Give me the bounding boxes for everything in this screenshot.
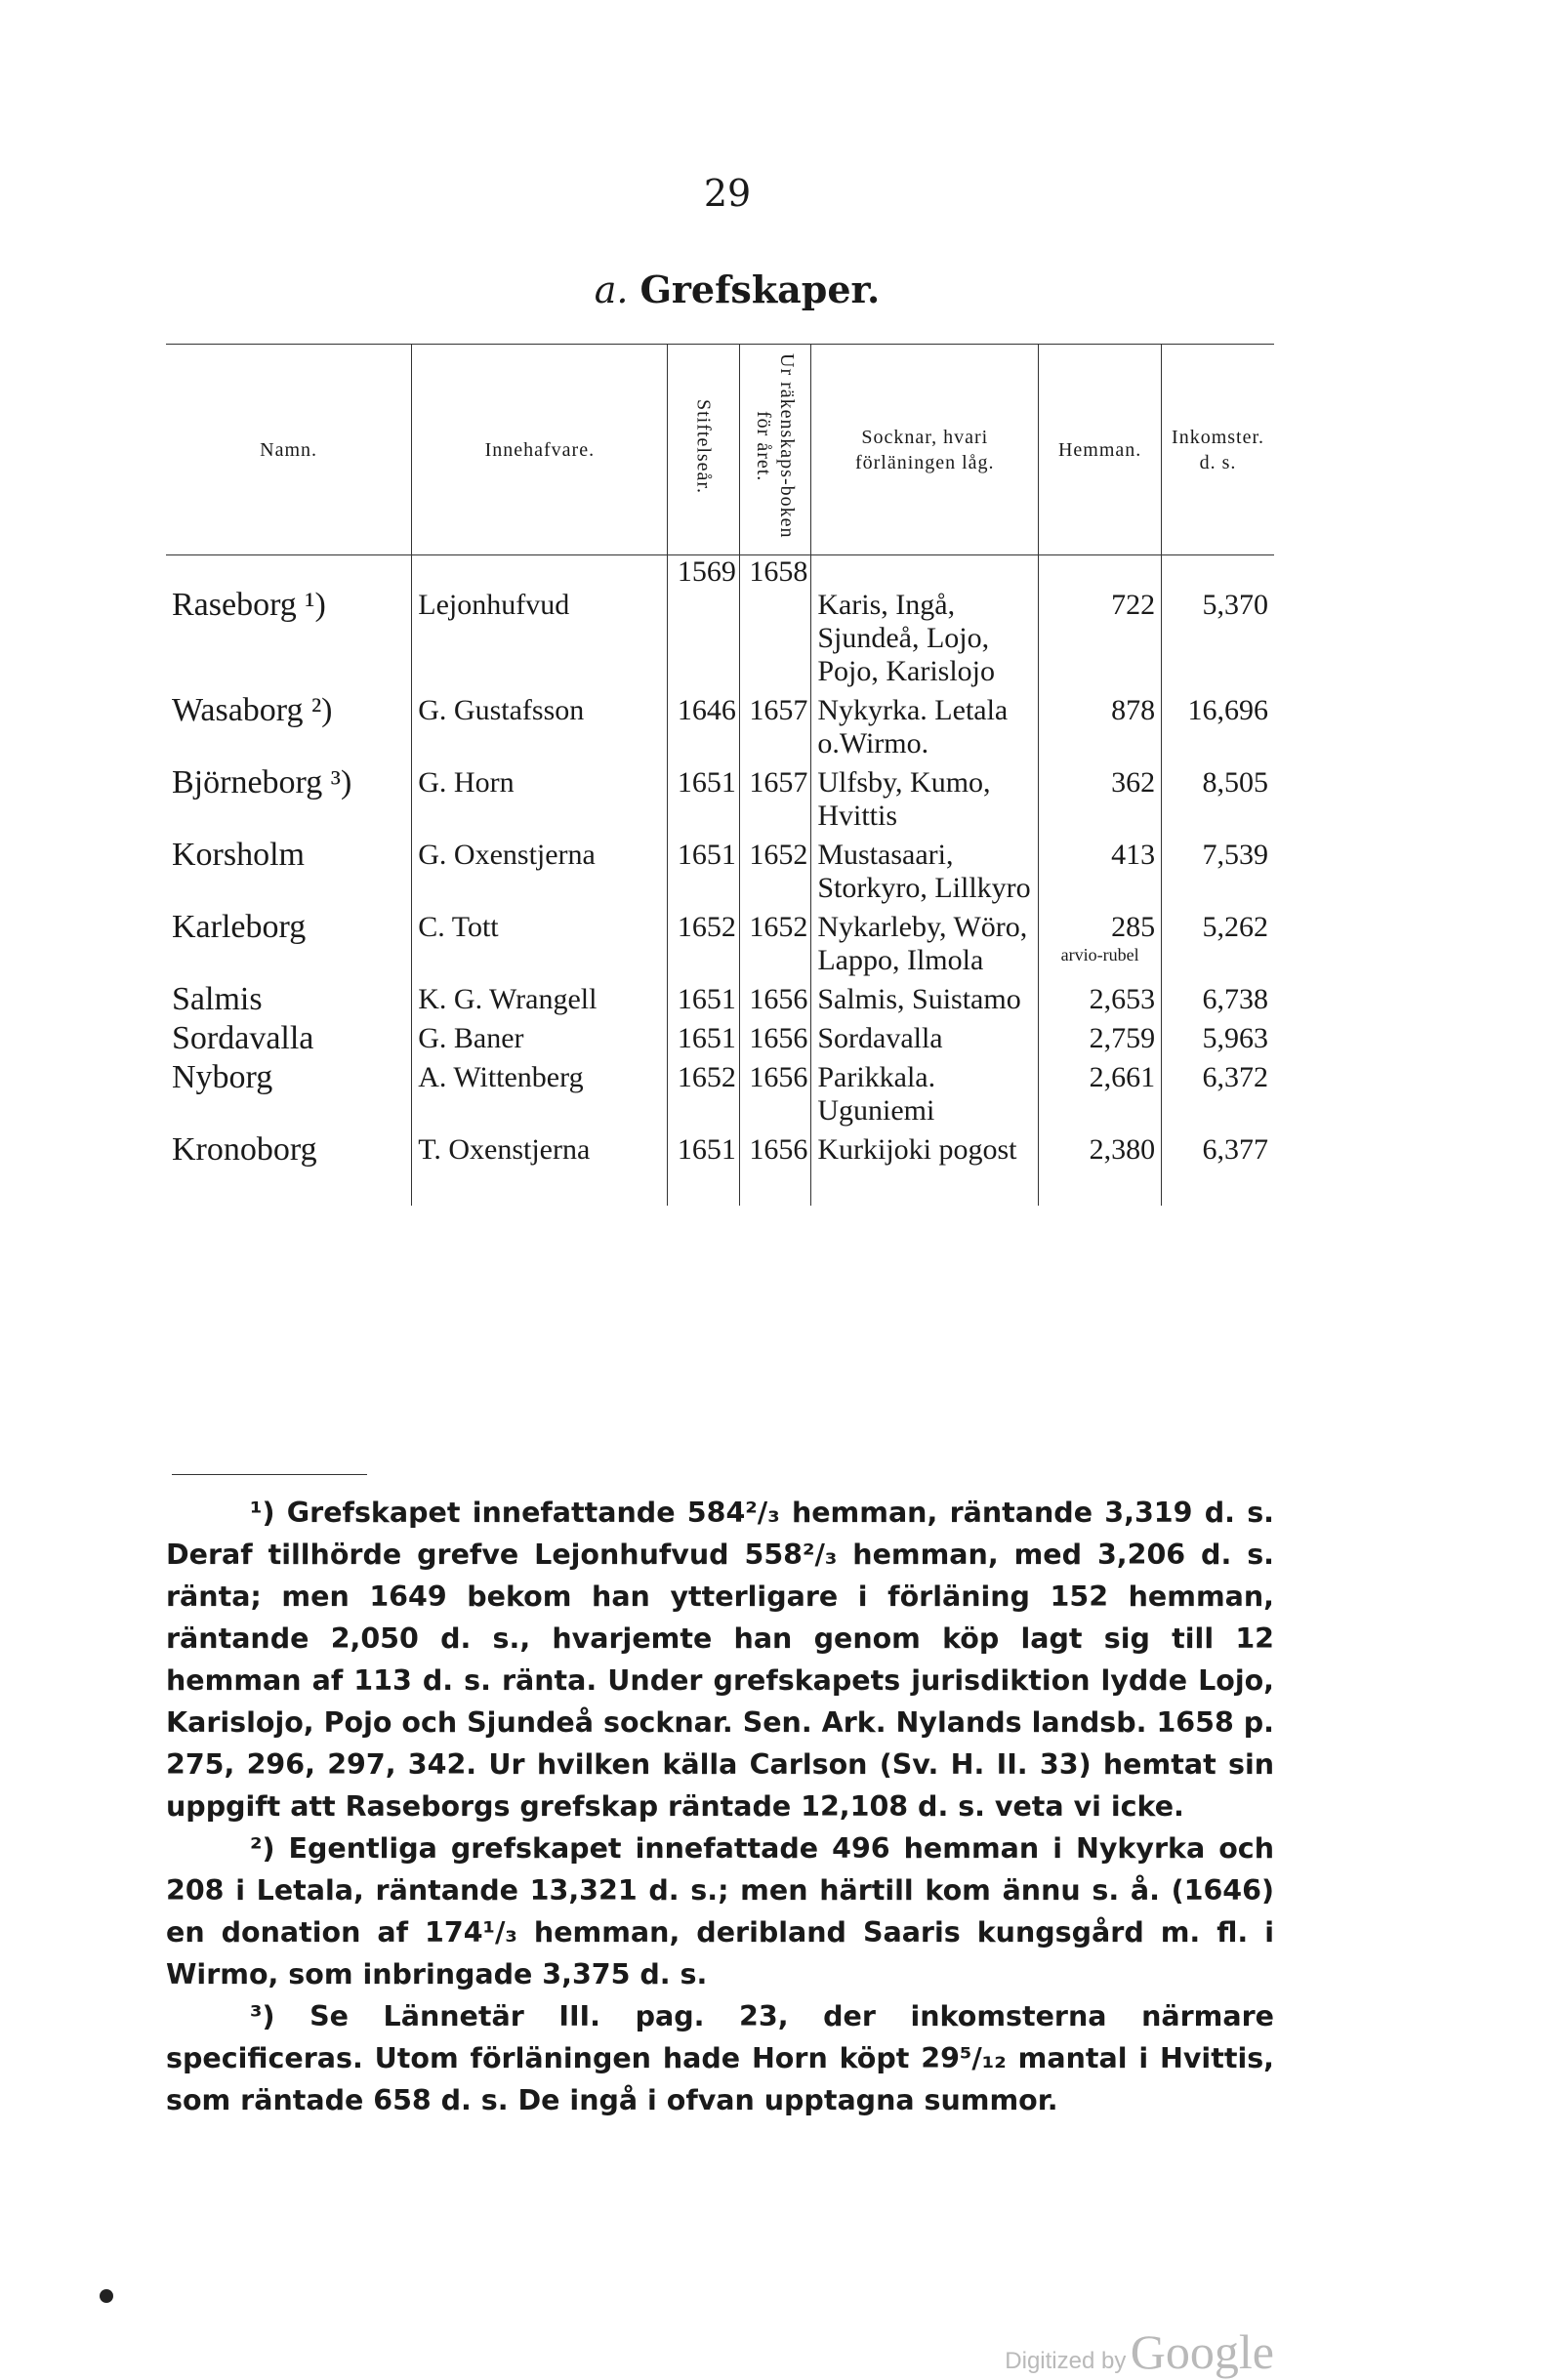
ink-dot (100, 2289, 113, 2303)
cell-hemman-value: 285 (1111, 911, 1156, 943)
cell-account: 1656 (739, 1022, 810, 1061)
cell-holder: T. Oxenstjerna (412, 1133, 668, 1206)
cell-hemman: 2,759 (1039, 1022, 1162, 1061)
footnote-1: ¹) Grefskapet innefattande 584²/₃ hemman, räntande 3,319 d. s. Deraf tillhörde grefve Lejonhufvud 558²/₃ hemman, med 3,206 d. s. ränta; men 1649 bekom han ytterligare i förläning 152 hemman, räntande 2,050 d. s., hvarjemte han genom köp lagt sig till 12 hemman af 113 d. s. ränta. Under grefskapets jurisdiktion lydde Lojo, Karislojo, Pojo och Sjundeå socknar. Sen. Ark. Nylands landsb. 1658 p. 275, 296, 297, 342. Ur hvilken källa Carlson (Sv. H. II. 33) hemtat sin uppgift att Raseborgs grefskap räntade 12,108 d. s. veta vi icke. (166, 1497, 1274, 1823)
cell-hemman-note: arvio-rubel (1060, 945, 1139, 964)
cell-name: Salmis (172, 981, 263, 1017)
cell-hemman: 2,380 (1039, 1133, 1162, 1206)
cell-founded: 1646 (668, 694, 739, 766)
header-holder: Innehafvare. (412, 345, 668, 555)
cell-income: 5,963 (1162, 1022, 1274, 1061)
table-row (166, 1133, 1274, 1206)
footnote-2: ²) Egentliga grefskapet innefattade 496 hemman i Nykyrka och 208 i Letala, räntande 13,321 d. s.; men härtill kom ännu s. å. (1646) en donation af 174¹/₃ hemman, deribland Saaris kungsgård m. fl. i Wirmo, som inbringade 3,375 d. s. (166, 1832, 1274, 1990)
cell-parishes: Nykyrka. Letala o.Wirmo. (811, 694, 1039, 766)
cell-holder: K. G. Wrangell (412, 983, 668, 1022)
cell-account: 1652 (739, 839, 810, 911)
digitized-watermark (1005, 2323, 1274, 2380)
table-header-row (166, 345, 1274, 555)
page-number: 29 (703, 172, 752, 215)
section-title (0, 267, 1474, 311)
cell-account: 1656 (739, 1061, 810, 1133)
cell-founded: 1652 (668, 1061, 739, 1133)
cell-parishes: Parikkala. Uguniemi (811, 1061, 1039, 1133)
section-title-text: Grefskaper. (639, 267, 881, 311)
cell-hemman: 362 (1039, 766, 1162, 839)
cell-founded: 1651 (668, 839, 739, 911)
cell-holder: C. Tott (412, 911, 668, 983)
cell-hemman: 722 (1039, 555, 1162, 695)
cell-holder: G. Baner (412, 1022, 668, 1061)
cell-parishes: Kurkijoki pogost (811, 1133, 1039, 1206)
cell-holder: A. Wittenberg (412, 1061, 668, 1133)
cell-name: Sordavalla (172, 1020, 314, 1056)
cell-name: Raseborg ¹) (172, 587, 326, 623)
cell-hemman: 413 (1039, 839, 1162, 911)
cell-founded: 1651 (668, 1133, 739, 1206)
cell-income: 6,377 (1162, 1133, 1274, 1206)
cell-hemman: 2,653 (1039, 983, 1162, 1022)
header-parishes: Socknar, hvari förläningen låg. (811, 345, 1039, 555)
cell-parishes: Karis, Ingå, Sjundeå, Lojo, Pojo, Karislojo (811, 555, 1039, 695)
cell-parishes: Mustasaari, Storkyro, Lillkyro (811, 839, 1039, 911)
cell-name: Kronoborg (172, 1131, 317, 1168)
header-founded-text: Stiftelseår. (692, 398, 715, 494)
cell-income: 16,696 (1162, 694, 1274, 766)
cell-parishes: Ulfsby, Kumo, Hvittis (811, 766, 1039, 839)
cell-parishes: Salmis, Suistamo (811, 983, 1039, 1022)
footnote-divider (172, 1474, 367, 1475)
cell-account: 1656 (739, 1133, 810, 1206)
cell-hemman: 878 (1039, 694, 1162, 766)
grefskaper-table (166, 344, 1274, 1206)
header-account (739, 345, 810, 555)
header-name: Namn. (166, 345, 412, 555)
cell-income: 7,539 (1162, 839, 1274, 911)
header-founded (668, 345, 739, 555)
cell-holder: G. Gustafsson (412, 694, 668, 766)
cell-income: 5,370 (1162, 555, 1274, 695)
cell-income: 5,262 (1162, 911, 1274, 983)
cell-account: 1652 (739, 911, 810, 983)
section-letter: a. (594, 268, 629, 311)
cell-name: Karleborg (172, 909, 307, 945)
header-income: Inkomster. d. s. (1162, 345, 1274, 555)
watermark-brand: Google (1130, 2324, 1274, 2379)
cell-parishes: Nykarleby, Wöro, Lappo, Ilmola (811, 911, 1039, 983)
cell-account: 1657 (739, 766, 810, 839)
cell-name: Wasaborg ²) (172, 692, 333, 728)
footnotes (166, 1492, 1274, 2121)
cell-parishes: Sordavalla (811, 1022, 1039, 1061)
table-row (166, 839, 1274, 911)
footnote-3: ³) Se Lännetär III. pag. 23, der inkomsterna närmare specificeras. Utom förläningen hade Horn köpt 29⁵/₁₂ mantal i Hvittis, som räntade 658 d. s. De ingå i ofvan upptagna summor. (166, 2000, 1274, 2116)
table-row (166, 983, 1274, 1022)
table-row (166, 1022, 1274, 1061)
cell-income: 6,738 (1162, 983, 1274, 1022)
cell-founded: 1651 (668, 983, 739, 1022)
watermark-prefix: Digitized by (1005, 2348, 1127, 2374)
table-row (166, 1061, 1274, 1133)
cell-hemman (1039, 911, 1162, 983)
cell-income: 8,505 (1162, 766, 1274, 839)
cell-account: 1658 (739, 555, 810, 695)
cell-name: Björneborg ³) (172, 764, 352, 800)
cell-account: 1657 (739, 694, 810, 766)
cell-name: Korsholm (172, 837, 305, 873)
cell-hemman: 2,661 (1039, 1061, 1162, 1133)
cell-account: 1656 (739, 983, 810, 1022)
table-row (166, 694, 1274, 766)
cell-founded: 1569 (668, 555, 739, 695)
table-row (166, 911, 1274, 983)
cell-holder: Lejonhufvud (412, 555, 668, 695)
cell-founded: 1652 (668, 911, 739, 983)
table-row (166, 766, 1274, 839)
header-account-text: Ur räkenskaps-boken för året. (753, 353, 799, 539)
cell-founded: 1651 (668, 766, 739, 839)
cell-income: 6,372 (1162, 1061, 1274, 1133)
cell-name: Nyborg (172, 1059, 273, 1095)
cell-holder: G. Horn (412, 766, 668, 839)
header-hemman: Hemman. (1039, 345, 1162, 555)
cell-holder: G. Oxenstjerna (412, 839, 668, 911)
table-row (166, 555, 1274, 695)
cell-founded: 1651 (668, 1022, 739, 1061)
